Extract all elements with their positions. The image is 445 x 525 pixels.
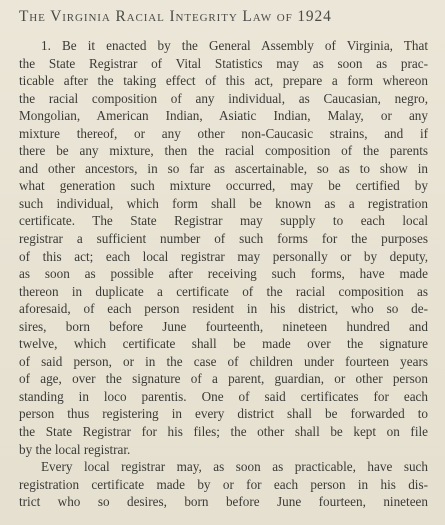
document-body [19, 37, 428, 511]
text-line: standing in loco parentis. One of said certificates for each [19, 388, 428, 404]
text-line: twelve, which certificate shall be made over the signature [19, 336, 428, 352]
text-line: registrar a sufficient number of such forms for the purposes [19, 231, 428, 247]
text-line: the State Registrar of Vital Statistics may as soon as prac- [19, 55, 428, 71]
text-line: such individual, which form shall be known as a registration [19, 195, 428, 211]
text-line: aforesaid, of each person resident in his district, who so de- [19, 301, 428, 317]
text-line: of this act; each local registrar may personally or by deputy, [19, 248, 428, 264]
text-line: the racial composition of any individual, as Caucasian, negro, [19, 90, 428, 106]
text-line: ticable after the taking effect of this act, prepare a form whereon [19, 73, 428, 89]
text-line: as soon as possible after receiving such forms, have made [19, 266, 428, 282]
text-line: the State Registrar for his files; the other shall be kept on file [19, 424, 428, 440]
text-line: of age, over the signature of a parent, guardian, or other person [19, 371, 428, 387]
text-line: registration certificate made by or for each person in his dis- [19, 476, 428, 492]
text-line: and other ancestors, in so far as ascertainable, so as to show in [19, 160, 428, 176]
text-line: certificate. The State Registrar may supply to each local [19, 213, 428, 229]
text-line: sires, born before June fourteenth, nineteen hundred and [19, 318, 428, 334]
text-line: there be any mixture, then the racial composition of the parents [19, 143, 428, 159]
text-line: by the local registrar. [19, 441, 131, 457]
text-line: what generation such mixture occurred, may be certified by [19, 178, 428, 194]
text-line: mixture thereof, or any other non-Caucasic strains, and if [19, 125, 428, 141]
text-line: 1. Be it enacted by the General Assembly of Virginia, That [41, 38, 428, 53]
text-line: trict who so desires, born before June fourteen, nineteen [19, 494, 428, 510]
text-line: Mongolian, American Indian, Asiatic Indian, Malay, or any [19, 108, 428, 124]
text-line: of said person, or in the case of children under fourteen years [19, 353, 428, 369]
text-line: person thus registering in every district shall be forwarded to [19, 406, 428, 422]
text-line: thereon in duplicate a certificate of the racial composition as [19, 283, 428, 299]
document-title: The Virginia Racial Integrity Law of 1924 [19, 8, 332, 25]
text-line: Every local registrar may, as soon as practicable, have such [41, 459, 428, 475]
